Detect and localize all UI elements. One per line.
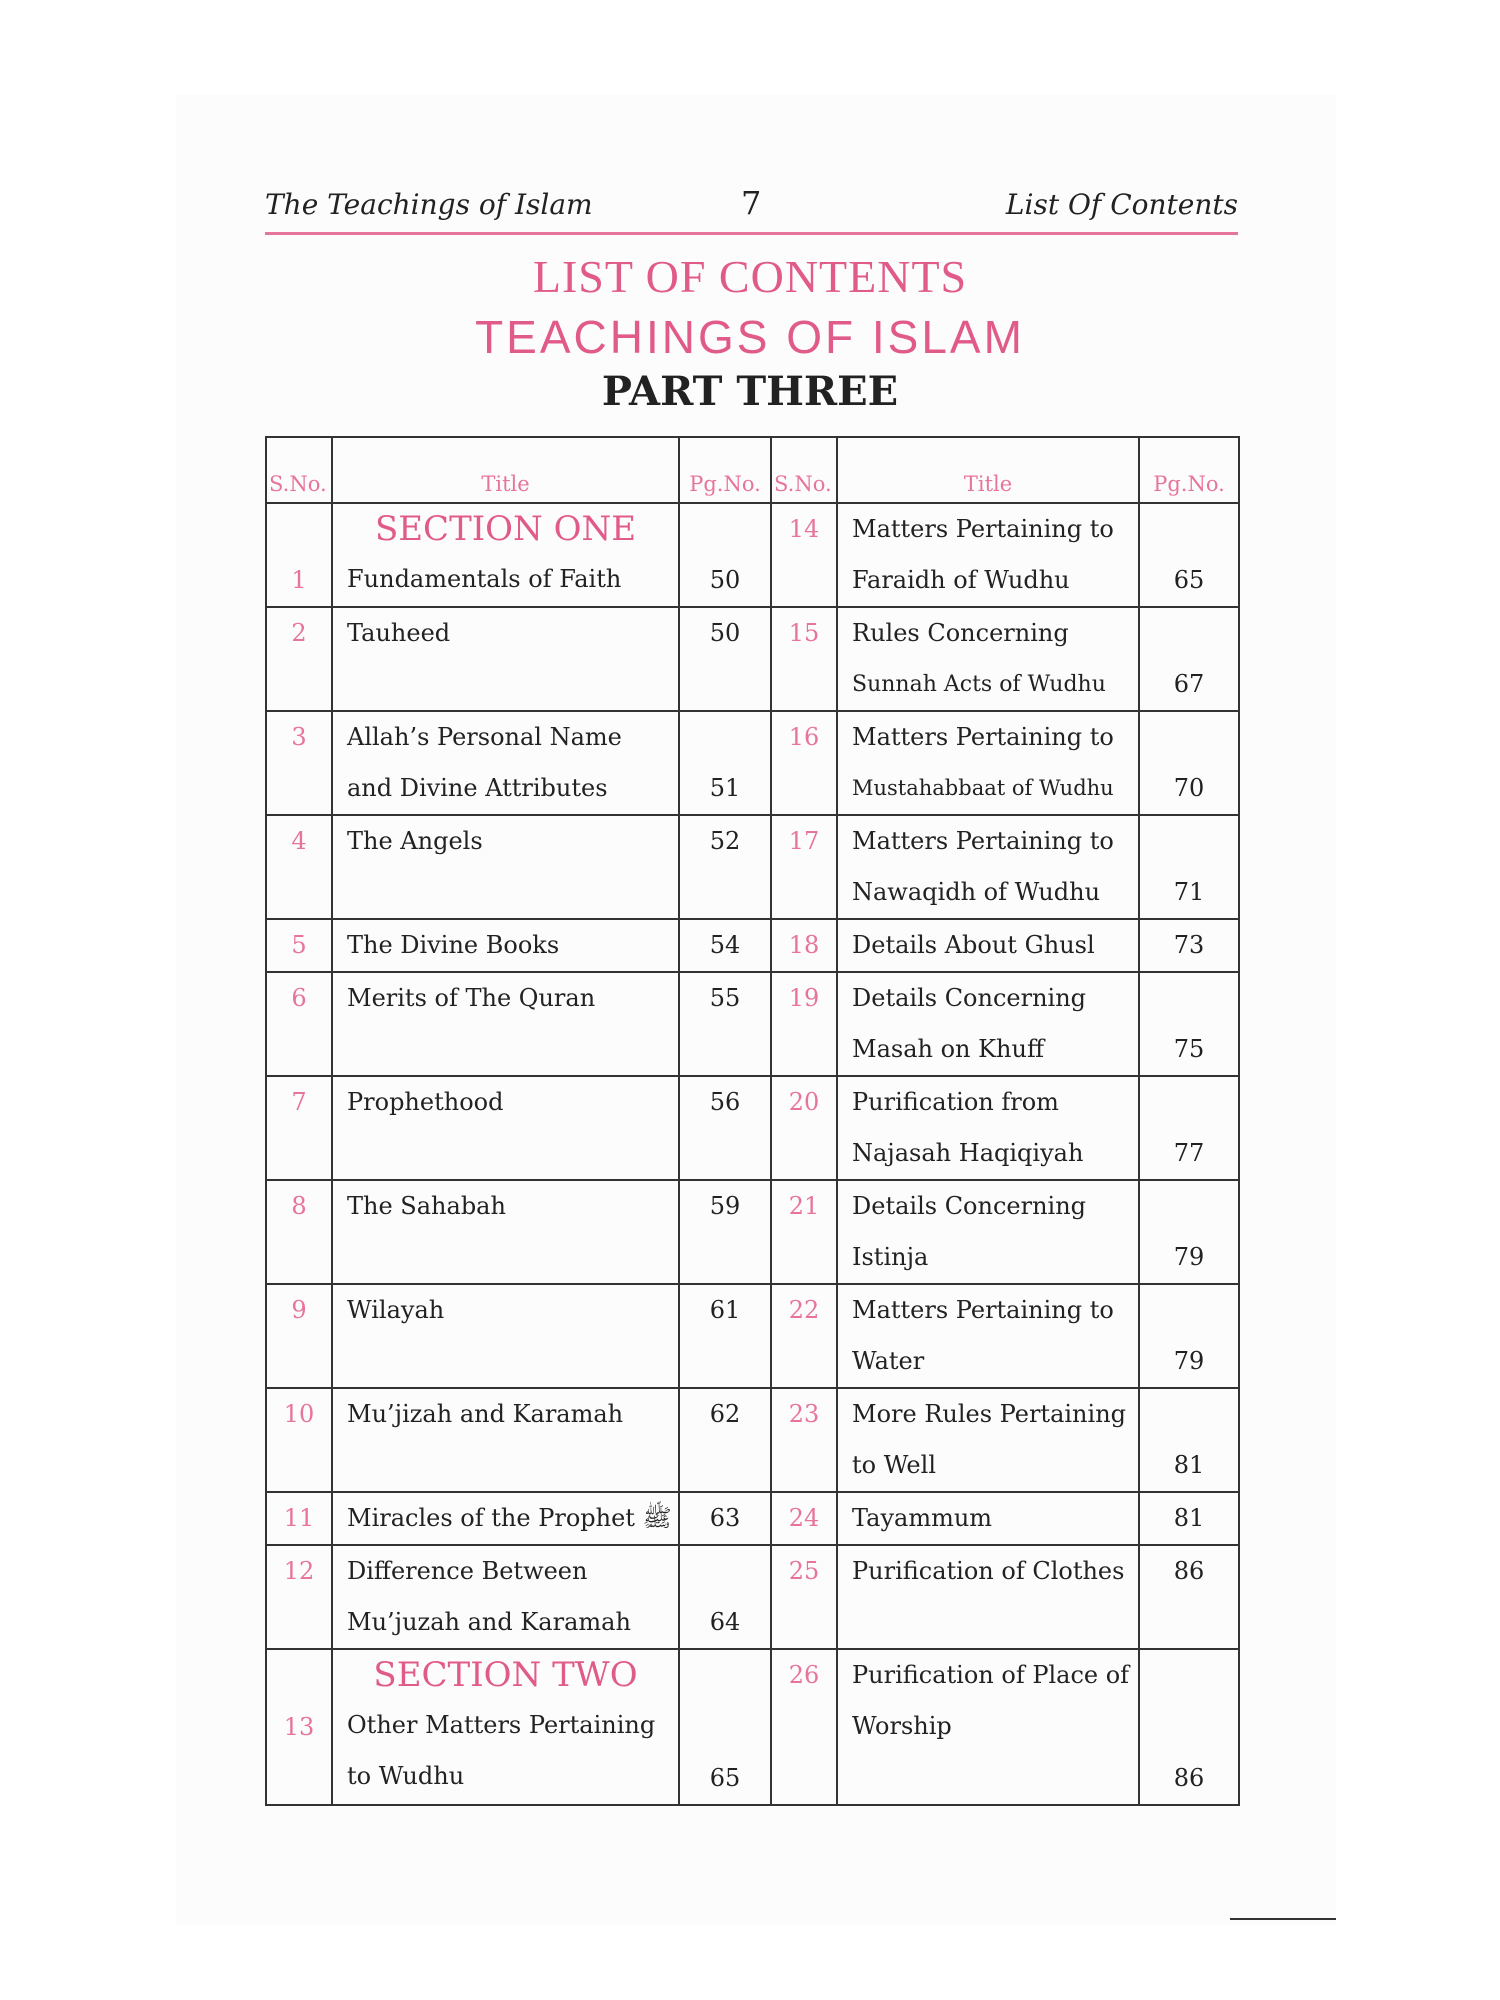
entry-title: [332, 1284, 679, 1388]
entry-title: [332, 815, 679, 919]
entry-number: 15: [771, 607, 837, 711]
entry-page: 75: [1139, 972, 1239, 1076]
entry-title-line: to Well: [852, 1451, 936, 1479]
page-number: 7: [741, 184, 762, 222]
entry-title-line: Mu’juzah and Karamah: [347, 1608, 631, 1636]
entry-title: [332, 1388, 679, 1492]
table-row: [266, 503, 1239, 607]
entry-title: [332, 607, 679, 711]
entry-number: 26: [771, 1649, 837, 1805]
entry-page: 73: [1139, 919, 1239, 972]
entry-title-line: Faraidh of Wudhu: [852, 566, 1070, 594]
entry-number: 14: [771, 503, 837, 607]
entry-title-line: Tauheed: [347, 619, 451, 647]
entry-page: 54: [679, 919, 771, 972]
table-row: [266, 1492, 1239, 1545]
entry-number: 12: [266, 1545, 332, 1649]
entry-page: 67: [1139, 607, 1239, 711]
entry-number: 5: [266, 919, 332, 972]
contents-table: [265, 436, 1240, 1806]
entry-title-line: Other Matters Pertaining: [347, 1711, 656, 1739]
entry-title: [837, 1180, 1139, 1284]
entry-title-line: The Sahabah: [347, 1192, 506, 1220]
entry-title-line: Sunnah Acts of Wudhu: [852, 672, 1106, 697]
entry-title-line: Najasah Haqiqiyah: [852, 1139, 1084, 1167]
entry-number: 13: [266, 1649, 332, 1805]
entry-title-line: Purification of Place of: [852, 1661, 1130, 1689]
entry-number: 20: [771, 1076, 837, 1180]
heading-teachings: TEACHINGS OF ISLAM: [475, 311, 1025, 363]
entry-title: [332, 1492, 679, 1545]
entry-title-line: Mu’jizah and Karamah: [347, 1400, 624, 1428]
col-header-title: Title: [332, 437, 679, 503]
entry-number: 3: [266, 711, 332, 815]
table-row: [266, 1180, 1239, 1284]
entry-page: 64: [679, 1545, 771, 1649]
entry-page: 65: [679, 1649, 771, 1805]
entry-title: [837, 1388, 1139, 1492]
entry-number: 7: [266, 1076, 332, 1180]
entry-title: [332, 1649, 679, 1805]
entry-title: [332, 1076, 679, 1180]
entry-title: [837, 919, 1139, 972]
entry-page: 79: [1139, 1284, 1239, 1388]
entry-title: [332, 919, 679, 972]
entry-title-line: The Angels: [347, 827, 483, 855]
table-row: [266, 607, 1239, 711]
col-header-pg: Pg.No.: [1139, 437, 1239, 503]
entry-number: 9: [266, 1284, 332, 1388]
entry-title: [837, 1649, 1139, 1805]
table-row: [266, 972, 1239, 1076]
section-heading: SECTION TWO: [373, 1655, 638, 1695]
entry-title-line: Fundamentals of Faith: [347, 565, 622, 593]
entry-title-line: Purification from: [852, 1088, 1059, 1116]
entry-number: 1: [266, 503, 332, 607]
entry-title-line: to Wudhu: [347, 1762, 465, 1790]
entry-title: [837, 1545, 1139, 1649]
entry-number: 6: [266, 972, 332, 1076]
entry-number: 4: [266, 815, 332, 919]
heading-list-of-contents: LIST OF CONTENTS: [532, 251, 968, 302]
entry-number: 11: [266, 1492, 332, 1545]
entry-title: [837, 815, 1139, 919]
entry-title: [332, 1545, 679, 1649]
entry-page: 50: [679, 503, 771, 607]
entry-title-line: Difference Between: [347, 1557, 588, 1585]
book-title: The Teachings of Islam: [265, 188, 593, 221]
entry-title-line: Nawaqidh of Wudhu: [852, 878, 1101, 906]
entry-number: 22: [771, 1284, 837, 1388]
entry-title: [837, 1492, 1139, 1545]
entry-page: 77: [1139, 1076, 1239, 1180]
col-header-sno: S.No.: [771, 437, 837, 503]
table-row: [266, 815, 1239, 919]
entry-title-line: Tayammum: [852, 1504, 993, 1532]
col-header-sno: S.No.: [266, 437, 332, 503]
entry-page: 55: [679, 972, 771, 1076]
entry-title: [837, 1076, 1139, 1180]
entry-title: [837, 1284, 1139, 1388]
entry-page: 81: [1139, 1492, 1239, 1545]
entry-page: 52: [679, 815, 771, 919]
entry-title-line: Details Concerning: [852, 984, 1087, 1012]
entry-number: 19: [771, 972, 837, 1076]
entry-page: 86: [1139, 1649, 1239, 1805]
entry-title-line: Matters Pertaining to: [852, 827, 1114, 855]
entry-page: 81: [1139, 1388, 1239, 1492]
entry-title-line: The Divine Books: [347, 931, 560, 959]
entry-title-line: Wilayah: [347, 1296, 445, 1324]
entry-title-line: Prophethood: [347, 1088, 504, 1116]
col-header-pg: Pg.No.: [679, 437, 771, 503]
entry-number: 16: [771, 711, 837, 815]
entry-title: [332, 503, 679, 607]
entry-number: 10: [266, 1388, 332, 1492]
entry-title-line: and Divine Attributes: [347, 774, 608, 802]
chapter-title: List Of Contents: [1005, 188, 1238, 221]
entry-page: 50: [679, 607, 771, 711]
entry-title-line: Allah’s Personal Name: [347, 723, 622, 751]
table-row: [266, 1545, 1239, 1649]
entry-title: [837, 972, 1139, 1076]
table-row: [266, 1284, 1239, 1388]
section-heading: SECTION ONE: [374, 509, 637, 549]
entry-title-line: Masah on Khuff: [852, 1035, 1045, 1063]
table-header-row: [266, 437, 1239, 503]
entry-title-line: Mustahabbaat of Wudhu: [852, 776, 1114, 800]
entry-title: [332, 711, 679, 815]
entry-title-line: Matters Pertaining to: [852, 723, 1114, 751]
col-header-title: Title: [837, 437, 1139, 503]
table-row: [266, 1649, 1239, 1805]
entry-page: 62: [679, 1388, 771, 1492]
entry-title-line: Istinja: [852, 1243, 929, 1271]
entry-title: [837, 607, 1139, 711]
divider: [1230, 1918, 1336, 1920]
entry-title: [332, 1180, 679, 1284]
table-row: [266, 1388, 1239, 1492]
entry-title-line: Water: [852, 1347, 925, 1375]
entry-title-line: Worship: [852, 1712, 952, 1740]
entry-number: 18: [771, 919, 837, 972]
entry-title: [837, 711, 1139, 815]
entry-page: 65: [1139, 503, 1239, 607]
entry-title-line: Rules Concerning: [852, 619, 1069, 647]
table-row: [266, 919, 1239, 972]
entry-page: 86: [1139, 1545, 1239, 1649]
entry-page: 56: [679, 1076, 771, 1180]
entry-title-line: Purification of Clothes: [852, 1557, 1125, 1585]
entry-number: 24: [771, 1492, 837, 1545]
entry-title-line: Miracles of the Prophet ﷺ: [347, 1504, 672, 1532]
entry-title-line: Details Concerning: [852, 1192, 1087, 1220]
entry-number: 17: [771, 815, 837, 919]
entry-page: 70: [1139, 711, 1239, 815]
entry-page: 59: [679, 1180, 771, 1284]
entry-number: 21: [771, 1180, 837, 1284]
entry-title: [332, 972, 679, 1076]
running-header: [265, 184, 1238, 235]
entry-number: 25: [771, 1545, 837, 1649]
entry-page: 51: [679, 711, 771, 815]
entry-page: 79: [1139, 1180, 1239, 1284]
entry-title-line: More Rules Pertaining: [852, 1400, 1127, 1428]
entry-title-line: Merits of The Quran: [347, 984, 596, 1012]
entry-number: 23: [771, 1388, 837, 1492]
heading-part: PART THREE: [601, 368, 899, 415]
entry-page: 63: [679, 1492, 771, 1545]
table-row: [266, 1076, 1239, 1180]
entry-title-line: Matters Pertaining to: [852, 515, 1114, 543]
table-body: [266, 503, 1239, 1805]
entry-title-line: Matters Pertaining to: [852, 1296, 1114, 1324]
entry-page: 71: [1139, 815, 1239, 919]
table-row: [266, 711, 1239, 815]
entry-number: 8: [266, 1180, 332, 1284]
entry-title: [837, 503, 1139, 607]
entry-title-line: Details About Ghusl: [852, 931, 1095, 959]
entry-page: 61: [679, 1284, 771, 1388]
entry-number: 2: [266, 607, 332, 711]
